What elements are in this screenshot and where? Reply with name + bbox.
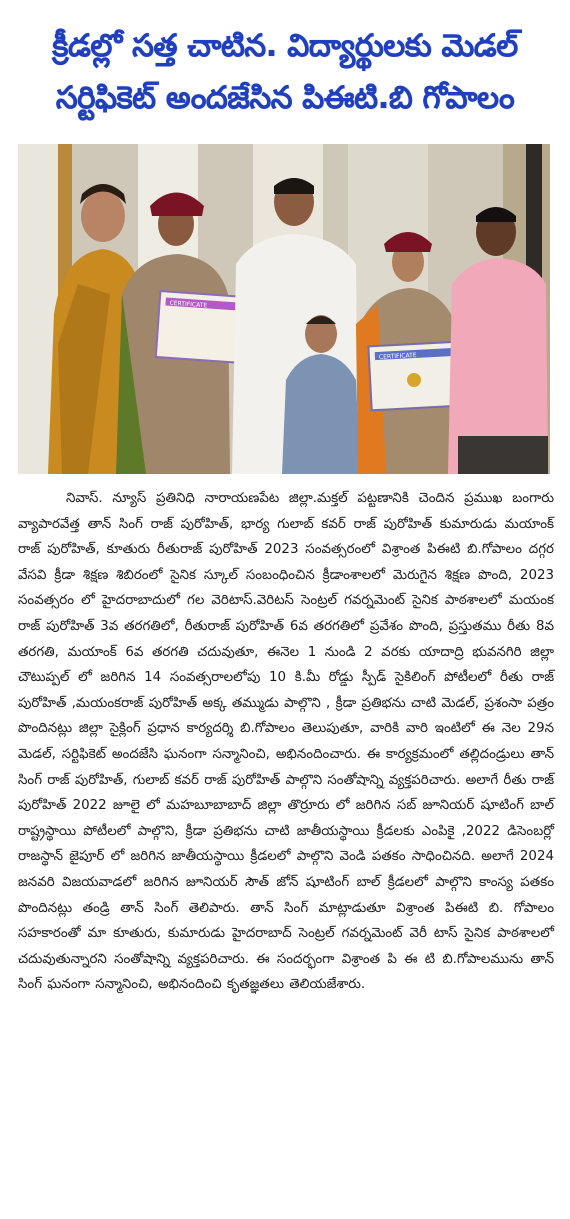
group-photo-illustration bbox=[18, 144, 550, 474]
older-man-trousers bbox=[458, 436, 548, 474]
certificate-right-title: CERTIFICATE bbox=[378, 351, 417, 361]
boy-medal bbox=[407, 373, 421, 387]
woman-face bbox=[81, 190, 125, 242]
news-photo bbox=[18, 144, 550, 474]
headline-line-2: సర్టిఫికెట్ అందజేసిన పిఈటి.బి గోపాలం bbox=[55, 80, 515, 116]
headline bbox=[0, 0, 570, 140]
certificate-left-title: CERTIFICATE bbox=[169, 299, 208, 310]
headline-line-1: క్రీడల్లో సత్త చాటిన. విద్యార్థులకు మెడల్ bbox=[52, 28, 518, 64]
small-boy-shirt bbox=[282, 354, 360, 474]
article-body: నివాస్. న్యూస్ ప్రతినిధి నారాయణపేట జిల్లా.మక్తల్ పట్టణానికి చెందిన ప్రముఖ బంగారు వ్యాపారవేత్త తాన్ సింగ్ రాజ్ పురోహిత్, భార్య గులాబ్ కవర్ రాజ్ పురోహిత్ కుమారుడు మయాంక్ రాజ్ పురోహిత్, కూతురు రీతురాజ్ పురోహిత్ 2023 సంవత్సరంలో విశ్రాంత పిఈటి బి.గోపాలం దగ్గర వేసవి క్రీడా శిక్షణ శిబిరంలో సైనిక స్కూల్ సంబంధించిన క్రీడాంశాలలో మెరుగైన శిక్షణ పొంది, 2023 సంవత్సరం లో హైదరాబాదులో గల వెరిటాస్.వెరిటస్ సెంట్రల్ గవర్నమెంట్ సైనిక పాఠశాలలో మయంక రాజ్ పురోహిత్ 3వ తరగతిలో, రీతురాజ్ పురోహిత్ 6వ తరగతిలో ప్రవేశం పొంది, ప్రస్తుతము రీతు 8వ తరగతి, మయాంక్ 6వ తరగతి చదువుతూ, ఈనెల 1 నుండి 2 వరకు యాదాద్రి భువనగిరి జిల్లా చౌటుప్పల్ లో జరిగిన 14 సంవత్సరాలలోపు 10 కి.మీ రోడ్డు స్పీడ్ సైకిలింగ్ పోటీలలో రీతు రాజ్ పురోహిత్ ,మయంకరాజ్ పురోహిత్ అక్క తమ్ముడు పాల్గొని , క్రీడా ప్రతిభను చాటి మెడల్, ప్రశంసా పత్రం పొందినట్లు జిల్లా సైక్లింగ్ ప్రధాన కార్యదర్శి బి.గోపాలం తెలుపుతూ, వారికి వారి ఇంటిలో ఈ నెల 29న మెడల్, సర్టిఫికెట్ అందజేసి ఘనంగా సన్మానించి, అభినందించారు. ఈ కార్యక్రమంలో తల్లిదండ్రులు తాన్ సింగ్ రాజ్ పురోహిత్, గులాబ్ కవర్ రాజ్ పురోహిత్ పాల్గొని సంతోషాన్ని వ్యక్తపరిచారు. అలాగే రీతు రాజ్ పురోహిత్ 2022 జూలై లో మహబూబాబాద్ జిల్లా తొర్రూరు లో జరిగిన సబ్ జూనియర్ షూటింగ్ బాల్ రాష్ట్రస్థాయి పోటీలలో పాల్గొని, క్రీడా ప్రతిభను చాటి జాతీయస్థాయి క్రీడలకు ఎంపికై ,2022 డిసెంబర్లో రాజస్థాన్ జైపూర్ లో జరిగిన జాతీయస్థాయి క్రీడలలో పాల్గొని వెండి పతకం సాధించినది. అలాగే 2024 జనవరి విజయవాడలో జరిగిన జూనియర్ సౌత్ జోన్ షూటింగ్ బాల్ క్రీడలలో పాల్గొని కాంస్య పతకం పొందినట్లు తండ్రి తాన్ సింగ్ తెలిపారు. తాన్ సింగ్ మాట్లాడుతూ విశ్రాంత పిఈటి బి. గోపాలం సహకారంతో మా కూతురు, కుమారుడు హైదరాబాద్ సెంట్రల్ గవర్నమెంట్ వెరీ టాస్ సైనిక పాఠశాలలో చదువుతున్నారని సంతోషాన్ని వ్యక్తపరిచారు. ఈ సందర్భంగా విశ్రాంత పి ఈ టి బి.గోపాలమును తాన్ సింగ్ ఘనంగా సన్మానించి, అభినందించి కృతజ్ఞతలు తెలియజేశారు. bbox=[18, 491, 554, 993]
